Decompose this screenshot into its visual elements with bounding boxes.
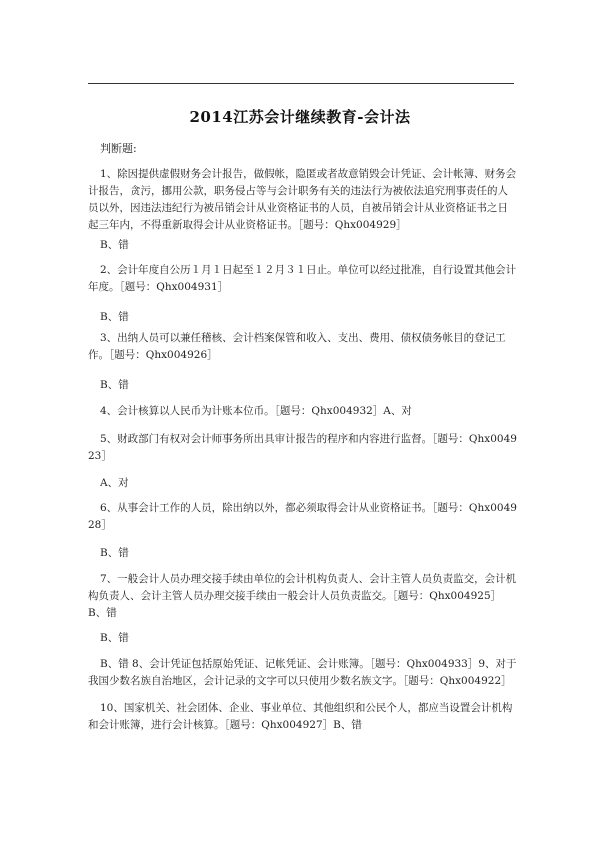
- question-1: 1、除因提供虚假财务会计报告，做假帐，隐匿或者故意销毁会计凭证、会计帐簿、财务会计报告，贪污，挪用公款，职务侵占等与会计职务有关的违法行为被依法追究刑事责任的人员以外，因违法违纪行为被吊销会计从业资格证书的人员，自被吊销会计从业资格证书之日起三年内，不得重新取得会计从业资格证书。［题号：Qhx004929］: [88, 168, 517, 231]
- question-10: 10、国家机关、社会团体、企业、事业单位、其他组织和公民个人，都应当设置会计机构和会计账簿，进行会计核算。［题号：Qhx004927］B、错: [88, 702, 513, 731]
- answer-5: A、对: [100, 477, 129, 489]
- answer-3: B、错: [100, 379, 129, 391]
- document-title: 2014江苏会计继续教育-会计法: [189, 108, 411, 126]
- answer-6: B、错: [100, 547, 129, 559]
- header-rule: [88, 83, 514, 84]
- question-2: 2、会计年度自公历１月１日起至１２月３１日止。单位可以经过批准，自行设置其他会计年度。［题号：Qhx004931］: [88, 264, 517, 293]
- section-label: 判断题:: [100, 142, 137, 155]
- question-7: 7、一般会计人员办理交接手续由单位的会计机构负责人、会计主管人员负责监交，会计机构负责人、会计主管人员办理交接手续由一般会计人员负责监交。［题号：Qhx004925］B、错: [88, 573, 517, 619]
- questions-8-9: B、错 8、会计凭证包括原始凭证、记帐凭证、会计账簿。［题号：Qhx004933］9、对于我国少数名族自治地区，会计记录的文字可以只使用少数名族文字。［题号：Qhx004922］: [88, 658, 517, 687]
- question-4: 4、会计核算以人民币为计账本位币。［题号：Qhx004932］A、对: [100, 405, 412, 417]
- question-3: 3、出纳人员可以兼任稽核、会计档案保管和收入、支出、费用、债权债务帐目的登记工作。［题号：Qhx004926］: [88, 332, 506, 361]
- answer-7: B、错: [100, 632, 129, 644]
- answer-1: B、错: [100, 239, 129, 251]
- question-5: 5、财政部门有权对会计师事务所出具审计报告的程序和内容进行监督。［题号：Qhx004923］: [88, 433, 517, 462]
- answer-2: B、错: [100, 311, 129, 323]
- question-6: 6、从事会计工作的人员，除出纳以外，都必须取得会计从业资格证书。［题号：Qhx004928］: [88, 502, 517, 531]
